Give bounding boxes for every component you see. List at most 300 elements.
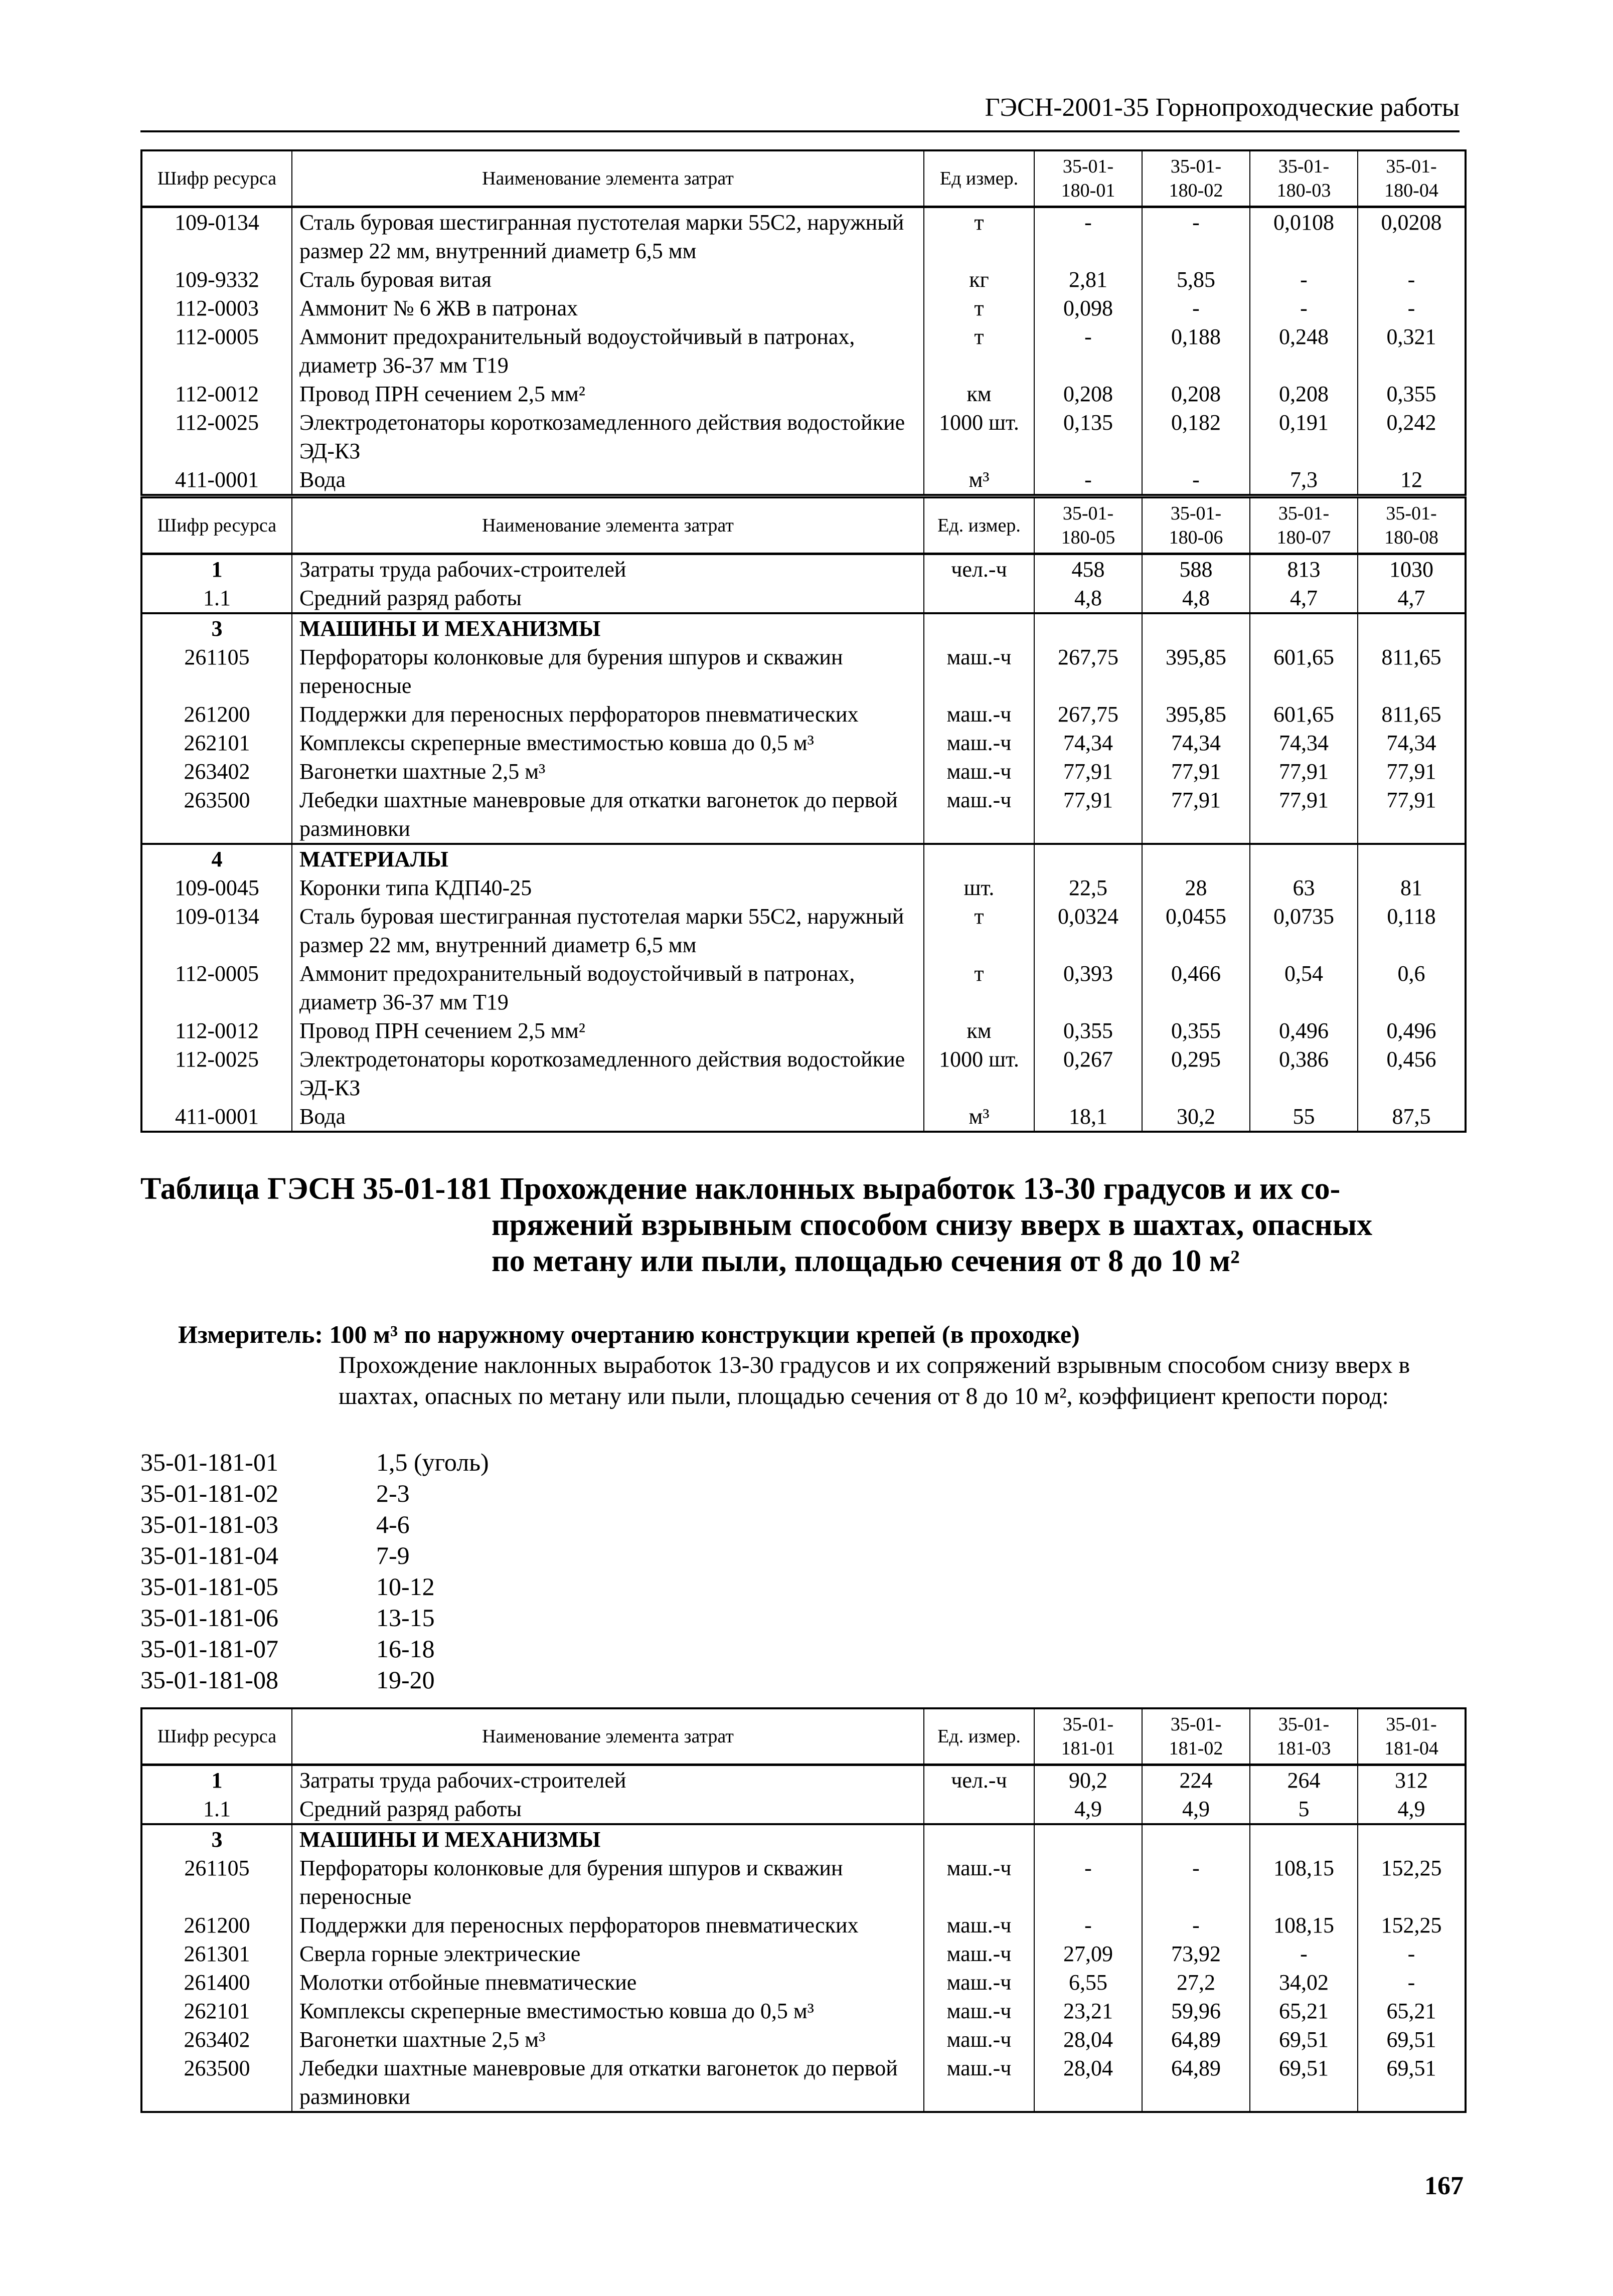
- norm-value: 0,295: [1142, 1045, 1250, 1102]
- norm-value: -: [1250, 294, 1358, 322]
- norm-value: 0,496: [1250, 1016, 1358, 1045]
- running-header: ГЭСН-2001-35 Горнопроходческие работы: [140, 90, 1460, 132]
- norm-value: 77,91: [1358, 757, 1466, 786]
- norm-value: 813: [1250, 554, 1358, 584]
- resource-name: Вагонетки шахтные 2,5 м³: [292, 757, 924, 786]
- norm-value: 34,02: [1250, 1968, 1358, 1997]
- variant-row: [140, 1602, 489, 1633]
- norm-value: 0,393: [1034, 959, 1142, 1016]
- norm-value: 81: [1358, 873, 1466, 902]
- norm-value: 7,3: [1250, 465, 1358, 495]
- col-header-code: Шифр ресурса: [141, 497, 292, 554]
- norm-value: 74,34: [1250, 729, 1358, 757]
- unit: маш.-ч: [924, 2054, 1034, 2112]
- norm-value: 0,188: [1142, 322, 1250, 380]
- norm-value: 264: [1250, 1765, 1358, 1795]
- norm-value: 18,1: [1034, 1102, 1142, 1132]
- resource-code: 261400: [141, 1968, 292, 1997]
- resource-code: 261105: [141, 1854, 292, 1911]
- norm-value: 77,91: [1358, 786, 1466, 844]
- unit: т: [924, 902, 1034, 959]
- resource-code: 112-0025: [141, 1045, 292, 1102]
- norm-value: 0,208: [1034, 380, 1142, 408]
- resource-name: Перфораторы колонковые для бурения шпуров и скважин переносные: [292, 643, 924, 700]
- variant-value: 13-15: [376, 1604, 435, 1632]
- table-row: [141, 643, 1466, 700]
- norm-value: 12: [1358, 465, 1466, 495]
- norm-value: -: [1358, 265, 1466, 294]
- norm-value: 77,91: [1142, 786, 1250, 844]
- table-row: [141, 465, 1466, 495]
- norm-value: 0,0108: [1250, 207, 1358, 266]
- unit: т: [924, 322, 1034, 380]
- norm-value: 59,96: [1142, 1997, 1250, 2025]
- unit: т: [924, 207, 1034, 266]
- norm-value: 0,0455: [1142, 902, 1250, 959]
- table-title-line-3: по метану или пыли, площадью сечения от 8 до 10 м²: [492, 1244, 1240, 1278]
- norm-value: 108,15: [1250, 1911, 1358, 1939]
- norm-value: 4,9: [1142, 1795, 1250, 1824]
- norm-value: -: [1358, 1939, 1466, 1968]
- unit: маш.-ч: [924, 1939, 1034, 1968]
- resource-code: 3: [141, 613, 292, 643]
- norm-value: 6,55: [1034, 1968, 1142, 1997]
- unit: т: [924, 294, 1034, 322]
- table-row: [141, 729, 1466, 757]
- unit: [924, 584, 1034, 613]
- resource-code: 4: [141, 844, 292, 873]
- unit: [924, 1795, 1034, 1824]
- norm-value: 0,466: [1142, 959, 1250, 1016]
- norm-value: 108,15: [1250, 1854, 1358, 1911]
- norm-value: 0,321: [1358, 322, 1466, 380]
- norm-value: 0,267: [1034, 1045, 1142, 1102]
- norm-value: 69,51: [1250, 2054, 1358, 2112]
- resource-name: Вода: [292, 1102, 924, 1132]
- variant-list: [140, 1447, 489, 1695]
- unit: 1000 шт.: [924, 1045, 1034, 1102]
- norm-value: 0,248: [1250, 322, 1358, 380]
- norm-value: 30,2: [1142, 1102, 1250, 1132]
- norm-value: 2,81: [1034, 265, 1142, 294]
- resource-name: Перфораторы колонковые для бурения шпуров и скважин переносные: [292, 1854, 924, 1911]
- norm-value: 0,355: [1142, 1016, 1250, 1045]
- norm-value: 87,5: [1358, 1102, 1466, 1132]
- table-row: [141, 1939, 1466, 1968]
- table-row: [141, 380, 1466, 408]
- meter-value: 100 м³ по наружному очертанию конструкции крепей (в проходке): [329, 1320, 1080, 1348]
- unit: маш.-ч: [924, 1997, 1034, 2025]
- norm-value: 69,51: [1250, 2025, 1358, 2054]
- resource-name: Электродетонаторы короткозамедленного действия водостойкие ЭД-КЗ: [292, 408, 924, 465]
- resource-code: 1: [141, 1765, 292, 1795]
- unit: т: [924, 959, 1034, 1016]
- resource-code: 262101: [141, 1997, 292, 2025]
- norm-value: 0,355: [1034, 1016, 1142, 1045]
- resource-name: Поддержки для переносных перфораторов пневматических: [292, 700, 924, 729]
- variant-row: [140, 1540, 489, 1571]
- resource-name: МАШИНЫ И МЕХАНИЗМЫ: [292, 613, 924, 643]
- resource-code: 112-0003: [141, 294, 292, 322]
- resource-name: Провод ПРН сечением 2,5 мм²: [292, 380, 924, 408]
- norm-value: [1250, 1824, 1358, 1854]
- variant-row: [140, 1633, 489, 1664]
- norm-value: 64,89: [1142, 2054, 1250, 2112]
- norm-value: 0,496: [1358, 1016, 1466, 1045]
- table-title: [140, 1171, 1465, 1279]
- unit: маш.-ч: [924, 700, 1034, 729]
- norm-value: 0,135: [1034, 408, 1142, 465]
- resource-code: 263402: [141, 2025, 292, 2054]
- norm-value: -: [1034, 1854, 1142, 1911]
- norm-value: 811,65: [1358, 700, 1466, 729]
- resource-name: Сталь буровая витая: [292, 265, 924, 294]
- col-header-norm-code: 35-01- 180-03: [1250, 150, 1358, 207]
- norm-value: 458: [1034, 554, 1142, 584]
- resource-code: 3: [141, 1824, 292, 1854]
- resource-code: 411-0001: [141, 465, 292, 495]
- norm-value: 65,21: [1358, 1997, 1466, 2025]
- table-row: [141, 554, 1466, 584]
- resource-code: 109-0045: [141, 873, 292, 902]
- resource-table-181-01-04: [140, 1707, 1467, 2113]
- variant-row: [140, 1664, 489, 1695]
- resource-code: 261105: [141, 643, 292, 700]
- resource-name: Аммонит предохранительный водоустойчивый в патронах, диаметр 36-37 мм Т19: [292, 959, 924, 1016]
- norm-value: [1034, 844, 1142, 873]
- variant-value: 16-18: [376, 1635, 435, 1663]
- resource-code: 109-0134: [141, 902, 292, 959]
- norm-value: [1250, 844, 1358, 873]
- norm-value: -: [1142, 207, 1250, 266]
- variant-code: 35-01-181-02: [140, 1479, 278, 1507]
- table-title-line-2: пряжений взрывным способом снизу вверх в шахтах, опасных: [492, 1208, 1373, 1242]
- norm-value: 69,51: [1358, 2025, 1466, 2054]
- norm-value: 0,182: [1142, 408, 1250, 465]
- unit: [924, 613, 1034, 643]
- resource-code: 263402: [141, 757, 292, 786]
- resource-name: МАТЕРИАЛЫ: [292, 844, 924, 873]
- unit: шт.: [924, 873, 1034, 902]
- norm-value: 395,85: [1142, 643, 1250, 700]
- unit: км: [924, 380, 1034, 408]
- variant-code: 35-01-181-04: [140, 1541, 278, 1569]
- norm-value: 27,2: [1142, 1968, 1250, 1997]
- table-row: [141, 294, 1466, 322]
- header-row: [141, 497, 1466, 554]
- norm-value: 74,34: [1142, 729, 1250, 757]
- variant-code: 35-01-181-08: [140, 1666, 278, 1694]
- norm-value: 28,04: [1034, 2054, 1142, 2112]
- resource-code: 261200: [141, 1911, 292, 1939]
- col-header-code: Шифр ресурса: [141, 150, 292, 207]
- resource-name: Аммонит предохранительный водоустойчивый в патронах, диаметр 36-37 мм Т19: [292, 322, 924, 380]
- header-row: [141, 150, 1466, 207]
- resource-code: 109-0134: [141, 207, 292, 266]
- resource-name: Вода: [292, 465, 924, 495]
- variant-row: [140, 1447, 489, 1478]
- unit: маш.-ч: [924, 757, 1034, 786]
- resource-code: 112-0025: [141, 408, 292, 465]
- variant-value: 7-9: [376, 1541, 410, 1569]
- resource-code: 112-0012: [141, 1016, 292, 1045]
- variant-code: 35-01-181-07: [140, 1635, 278, 1663]
- resource-code: 262101: [141, 729, 292, 757]
- variant-row: [140, 1571, 489, 1602]
- resource-code: 263500: [141, 2054, 292, 2112]
- variant-value: 1,5 (уголь): [376, 1448, 489, 1476]
- norm-value: [1034, 613, 1142, 643]
- col-header-name: Наименование элемента затрат: [292, 150, 924, 207]
- norm-value: 77,91: [1034, 786, 1142, 844]
- resource-code: 109-9332: [141, 265, 292, 294]
- resource-code: 263500: [141, 786, 292, 844]
- norm-value: 77,91: [1250, 786, 1358, 844]
- resource-code: 1.1: [141, 1795, 292, 1824]
- col-header-unit: Ед. измер.: [924, 1708, 1034, 1765]
- table-row: [141, 959, 1466, 1016]
- norm-value: [1358, 1824, 1466, 1854]
- table-row: [141, 1854, 1466, 1911]
- resource-table-180-01-04: [140, 149, 1467, 496]
- unit: кг: [924, 265, 1034, 294]
- norm-value: 0,355: [1358, 380, 1466, 408]
- unit: маш.-ч: [924, 643, 1034, 700]
- resource-name: Сверла горные электрические: [292, 1939, 924, 1968]
- table-row: [141, 1968, 1466, 1997]
- col-header-norm-code: 35-01- 180-05: [1034, 497, 1142, 554]
- resource-code: 1: [141, 554, 292, 584]
- norm-value: 224: [1142, 1765, 1250, 1795]
- unit: 1000 шт.: [924, 408, 1034, 465]
- norm-value: 74,34: [1358, 729, 1466, 757]
- unit: [924, 844, 1034, 873]
- unit: чел.-ч: [924, 554, 1034, 584]
- variant-value: 2-3: [376, 1479, 410, 1507]
- norm-value: -: [1142, 465, 1250, 495]
- unit: маш.-ч: [924, 2025, 1034, 2054]
- resource-name: Поддержки для переносных перфораторов пневматических: [292, 1911, 924, 1939]
- norm-value: 0,54: [1250, 959, 1358, 1016]
- norm-value: 1030: [1358, 554, 1466, 584]
- norm-value: 74,34: [1034, 729, 1142, 757]
- resource-name: Затраты труда рабочих-строителей: [292, 1765, 924, 1795]
- table-row: [141, 207, 1466, 266]
- norm-value: 4,8: [1142, 584, 1250, 613]
- resource-code: 112-0005: [141, 322, 292, 380]
- resource-name: Комплексы скреперные вместимостью ковша до 0,5 м³: [292, 729, 924, 757]
- norm-value: 312: [1358, 1765, 1466, 1795]
- norm-value: [1358, 613, 1466, 643]
- norm-value: -: [1358, 1968, 1466, 1997]
- section-heading-row: [141, 844, 1466, 873]
- resource-name: Средний разряд работы: [292, 1795, 924, 1824]
- norm-value: 5: [1250, 1795, 1358, 1824]
- norm-value: 0,6: [1358, 959, 1466, 1016]
- resource-code: 112-0012: [141, 380, 292, 408]
- unit: чел.-ч: [924, 1765, 1034, 1795]
- table-row: [141, 1102, 1466, 1132]
- norm-value: -: [1358, 294, 1466, 322]
- col-header-norm-code: 35-01- 180-01: [1034, 150, 1142, 207]
- norm-value: 5,85: [1142, 265, 1250, 294]
- variant-value: 10-12: [376, 1572, 435, 1601]
- resource-code: 261301: [141, 1939, 292, 1968]
- norm-value: 23,21: [1034, 1997, 1142, 2025]
- resource-code: 261200: [141, 700, 292, 729]
- norm-value: 0,118: [1358, 902, 1466, 959]
- unit: маш.-ч: [924, 1911, 1034, 1939]
- norm-value: 0,208: [1250, 380, 1358, 408]
- norm-value: 4,9: [1034, 1795, 1142, 1824]
- resource-name: Аммонит № 6 ЖВ в патронах: [292, 294, 924, 322]
- norm-value: 63: [1250, 873, 1358, 902]
- col-header-code: Шифр ресурса: [141, 1708, 292, 1765]
- col-header-norm-code: 35-01- 180-07: [1250, 497, 1358, 554]
- norm-value: -: [1142, 1854, 1250, 1911]
- table-row: [141, 584, 1466, 613]
- norm-value: [1142, 613, 1250, 643]
- norm-value: -: [1034, 465, 1142, 495]
- table-row: [141, 1045, 1466, 1102]
- resource-name: Сталь буровая шестигранная пустотелая марки 55С2, наружный размер 22 мм, внутренний диаметр 6,5 мм: [292, 207, 924, 266]
- norm-value: [1358, 844, 1466, 873]
- col-header-norm-code: 35-01- 181-02: [1142, 1708, 1250, 1765]
- resource-name: Лебедки шахтные маневровые для откатки вагонеток до первой разминовки: [292, 786, 924, 844]
- unit: [924, 1824, 1034, 1854]
- unit: маш.-ч: [924, 729, 1034, 757]
- resource-code: 112-0005: [141, 959, 292, 1016]
- resource-name: Лебедки шахтные маневровые для откатки вагонеток до первой разминовки: [292, 2054, 924, 2112]
- col-header-name: Наименование элемента затрат: [292, 497, 924, 554]
- measurement-unit-block: [178, 1319, 1462, 1412]
- norm-value: 28: [1142, 873, 1250, 902]
- resource-name: Затраты труда рабочих-строителей: [292, 554, 924, 584]
- norm-value: 64,89: [1142, 2025, 1250, 2054]
- table-row: [141, 902, 1466, 959]
- norm-value: 601,65: [1250, 643, 1358, 700]
- col-header-norm-code: 35-01- 180-04: [1358, 150, 1466, 207]
- unit: маш.-ч: [924, 1854, 1034, 1911]
- norm-value: -: [1142, 1911, 1250, 1939]
- col-header-norm-code: 35-01- 180-02: [1142, 150, 1250, 207]
- norm-value: -: [1142, 294, 1250, 322]
- unit: маш.-ч: [924, 1968, 1034, 1997]
- table-row: [141, 322, 1466, 380]
- norm-value: [1250, 613, 1358, 643]
- norm-value: 601,65: [1250, 700, 1358, 729]
- col-header-norm-code: 35-01- 180-08: [1358, 497, 1466, 554]
- norm-value: 73,92: [1142, 1939, 1250, 1968]
- resource-name: Молотки отбойные пневматические: [292, 1968, 924, 1997]
- norm-value: 77,91: [1142, 757, 1250, 786]
- resource-name: Комплексы скреперные вместимостью ковша до 0,5 м³: [292, 1997, 924, 2025]
- norm-value: 55: [1250, 1102, 1358, 1132]
- header-row: [141, 1708, 1466, 1765]
- norm-value: [1142, 844, 1250, 873]
- norm-value: [1142, 1824, 1250, 1854]
- resource-code: 1.1: [141, 584, 292, 613]
- norm-value: 267,75: [1034, 643, 1142, 700]
- resource-name: Коронки типа КДП40-25: [292, 873, 924, 902]
- unit: маш.-ч: [924, 786, 1034, 844]
- norm-value: -: [1034, 207, 1142, 266]
- table-row: [141, 265, 1466, 294]
- norm-value: -: [1250, 265, 1358, 294]
- norm-value: 4,9: [1358, 1795, 1466, 1824]
- norm-value: 0,456: [1358, 1045, 1466, 1102]
- norm-value: 65,21: [1250, 1997, 1358, 2025]
- norm-value: 395,85: [1142, 700, 1250, 729]
- norm-value: 22,5: [1034, 873, 1142, 902]
- norm-value: 28,04: [1034, 2025, 1142, 2054]
- resource-name: МАШИНЫ И МЕХАНИЗМЫ: [292, 1824, 924, 1854]
- norm-value: [1034, 1824, 1142, 1854]
- variant-code: 35-01-181-05: [140, 1572, 278, 1601]
- unit: м³: [924, 465, 1034, 495]
- table-row: [141, 1911, 1466, 1939]
- variant-row: [140, 1509, 489, 1540]
- table-row: [141, 1997, 1466, 2025]
- norm-value: 0,098: [1034, 294, 1142, 322]
- norm-value: 0,0208: [1358, 207, 1466, 266]
- norm-value: 152,25: [1358, 1911, 1466, 1939]
- resource-table-180-05-08: [140, 496, 1467, 1133]
- norm-value: 0,0324: [1034, 902, 1142, 959]
- table-row: [141, 2054, 1466, 2112]
- resource-name: Электродетонаторы короткозамедленного действия водостойкие ЭД-КЗ: [292, 1045, 924, 1102]
- norm-value: -: [1034, 1911, 1142, 1939]
- norm-value: 4,8: [1034, 584, 1142, 613]
- resource-name: Вагонетки шахтные 2,5 м³: [292, 2025, 924, 2054]
- section-heading-row: [141, 1824, 1466, 1854]
- norm-value: 0,386: [1250, 1045, 1358, 1102]
- variant-value: 4-6: [376, 1510, 410, 1538]
- unit: км: [924, 1016, 1034, 1045]
- table-row: [141, 700, 1466, 729]
- table-row: [141, 2025, 1466, 2054]
- norm-value: 0,242: [1358, 408, 1466, 465]
- norm-value: 811,65: [1358, 643, 1466, 700]
- variant-code: 35-01-181-03: [140, 1510, 278, 1538]
- col-header-unit: Ед. измер.: [924, 497, 1034, 554]
- resource-name: Средний разряд работы: [292, 584, 924, 613]
- resource-name: Сталь буровая шестигранная пустотелая марки 55С2, наружный размер 22 мм, внутренний диаметр 6,5 мм: [292, 902, 924, 959]
- norm-value: 0,191: [1250, 408, 1358, 465]
- norm-value: 77,91: [1250, 757, 1358, 786]
- col-header-norm-code: 35-01- 181-03: [1250, 1708, 1358, 1765]
- resource-code: 411-0001: [141, 1102, 292, 1132]
- norm-value: 152,25: [1358, 1854, 1466, 1911]
- table-row: [141, 1795, 1466, 1824]
- col-header-name: Наименование элемента затрат: [292, 1708, 924, 1765]
- norm-value: 4,7: [1358, 584, 1466, 613]
- norm-value: 588: [1142, 554, 1250, 584]
- norm-value: 0,0735: [1250, 902, 1358, 959]
- norm-value: 0,208: [1142, 380, 1250, 408]
- norm-value: 27,09: [1034, 1939, 1142, 1968]
- table-row: [141, 786, 1466, 844]
- norm-value: 77,91: [1034, 757, 1142, 786]
- col-header-unit: Ед измер.: [924, 150, 1034, 207]
- norm-value: 4,7: [1250, 584, 1358, 613]
- variant-code: 35-01-181-01: [140, 1448, 278, 1476]
- table-row: [141, 873, 1466, 902]
- variant-row: [140, 1478, 489, 1509]
- table-row: [141, 1765, 1466, 1795]
- col-header-norm-code: 35-01- 181-01: [1034, 1708, 1142, 1765]
- table-row: [141, 408, 1466, 465]
